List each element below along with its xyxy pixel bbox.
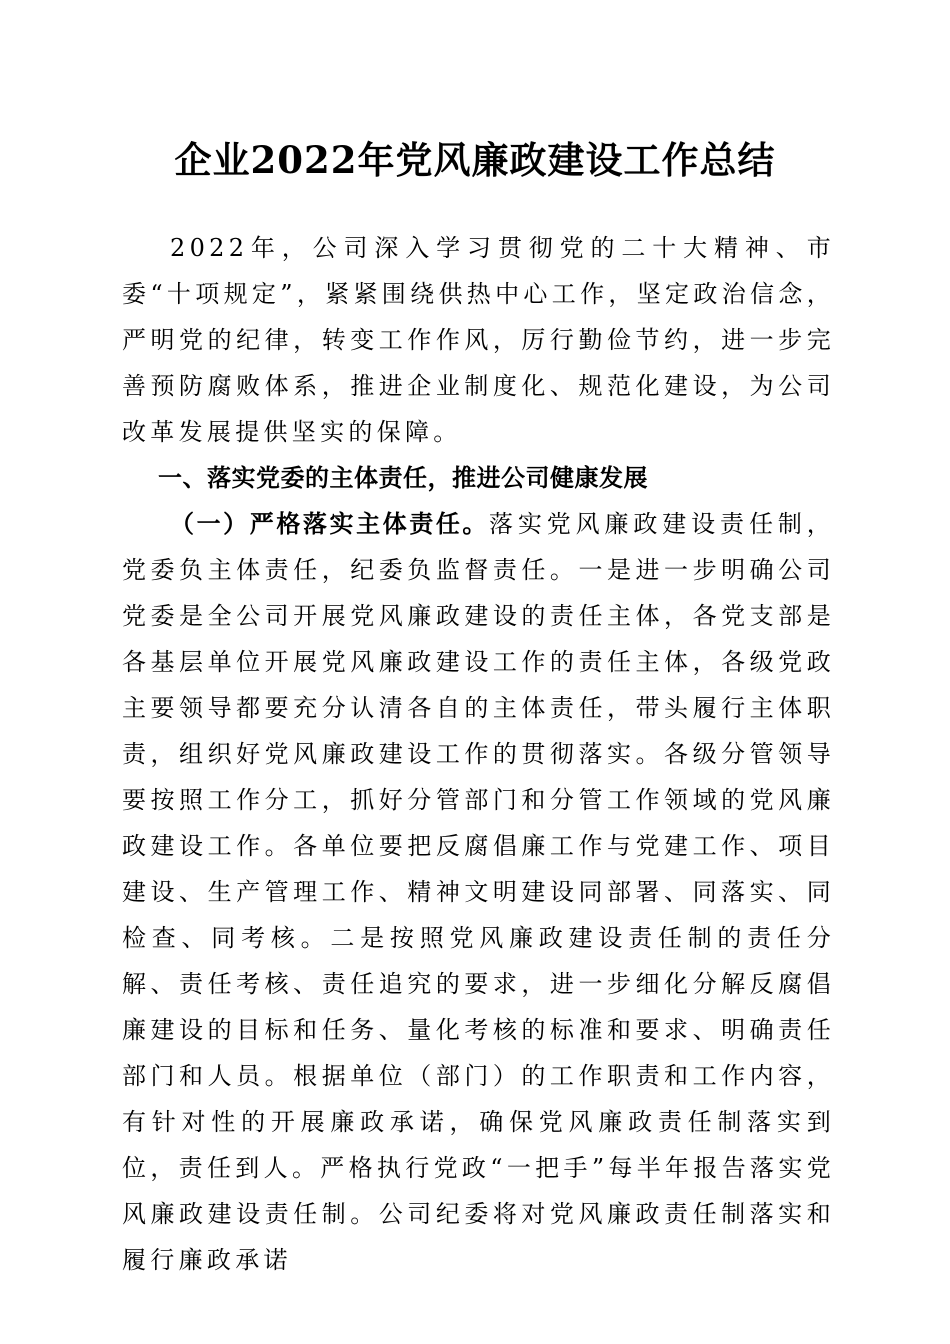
subsection-paragraph — [122, 501, 835, 1283]
document-body — [122, 225, 835, 1283]
document-title: 企业2022年党风廉政建设工作总结 — [174, 138, 776, 182]
subsection-heading: （一）严格落实主体责任。 — [170, 510, 489, 538]
subsection-body: 落实党风廉政建设责任制，党委负主体责任，纪委负监督责任。一是进一步明确公司党委是全公司开展党风廉政建设的责任主体，各党支部是各基层单位开展党风廉政建设工作的责任主体，各级党政主要领导都要充分认清各自的主体责任，带头履行主体职责，组织好党风廉政建设工作的贯彻落实。各级分管领导要按照工作分工，抓好分管部门和分管工作领域的党风廉政建设工作。各单位要把反腐倡廉工作与党建工作、项目建设、生产管理工作、精神文明建设同部署、同落实、同检查、同考核。二是按照党风廉政建设责任制的责任分解、责任考核、责任追究的要求，进一步细化分解反腐倡廉建设的目标和任务、量化考核的标准和要求、明确责任部门和人员。根据单位（部门）的工作职责和工作内容，有针对性的开展廉政承诺，确保党风廉政责任制落实到位，责任到人。严格执行党政“一把手”每半年报告落实党风廉政建设责任制。公司纪委将对党风廉政责任制落实和履行廉政承诺 — [122, 510, 836, 1274]
section-heading: 一、落实党委的主体责任，推进公司健康发展 — [158, 464, 648, 492]
intro-paragraph: 2022年，公司深入学习贯彻党的二十大精神、市委“十项规定”，紧紧围绕供热中心工作，坚定政治信念，严明党的纪律，转变工作作风，厉行勤俭节约，进一步完善预防腐败体系，推进企业制度化、规范化建设，为公司改革发展提供坚实的保障。 — [122, 234, 835, 446]
